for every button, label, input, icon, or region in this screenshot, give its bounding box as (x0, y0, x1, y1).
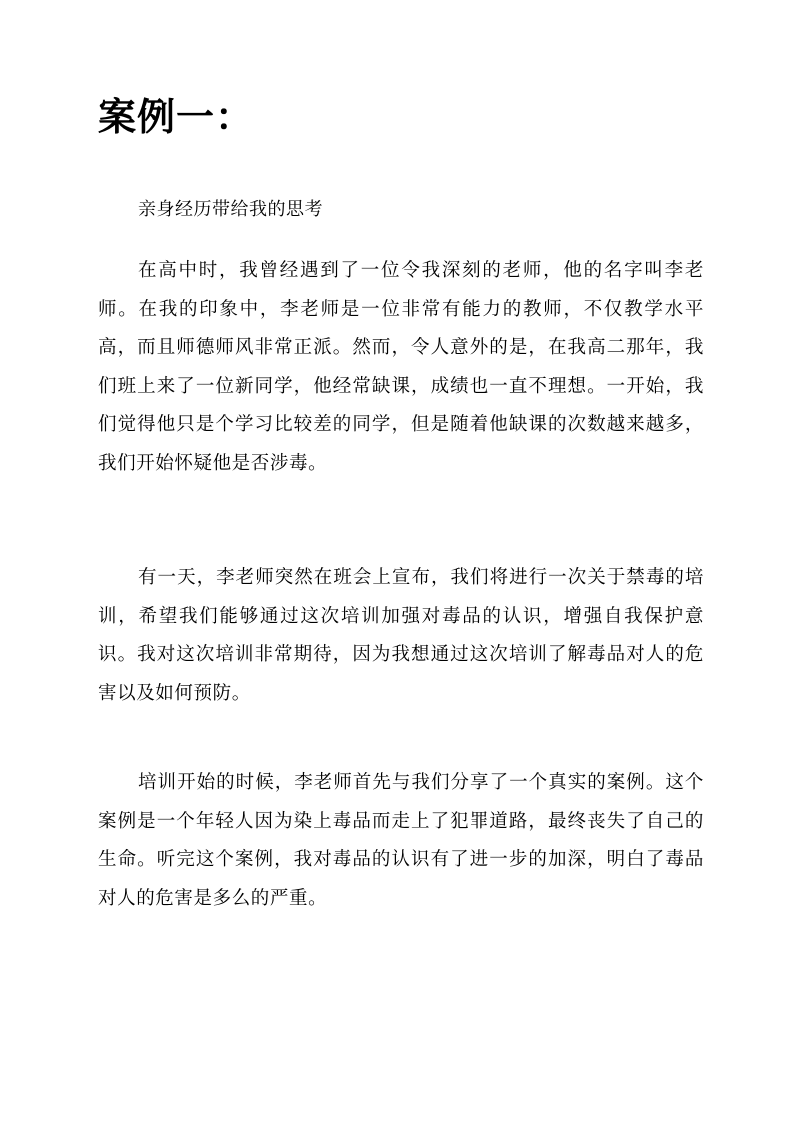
paragraph-1: 在高中时，我曾经遇到了一位令我深刻的老师，他的名字叫李老师。在我的印象中，李老师是一位非常有能力的教师，不仅教学水平高，而且师德师风非常正派。然而，令人意外的是，在我高二那年，我们班上来了一位新同学，他经常缺课，成绩也一直不理想。一开始，我们觉得他只是个学习比较差的同学，但是随着他缺课的次数越来越多，我们开始怀疑他是否涉毒。 (98, 260, 704, 474)
paragraph-3: 培训开始的时候，李老师首先与我们分享了一个真实的案例。这个案例是一个年轻人因为染上毒品而走上了犯罪道路，最终丧失了自己的生命。听完这个案例，我对毒品的认识有了进一步的加深，明白了毒品对人的危害是多么的严重。 (98, 772, 704, 909)
paragraph-2: 有一天，李老师突然在班会上宣布，我们将进行一次关于禁毒的培训，希望我们能够通过这次培训加强对毒品的认识，增强自我保护意识。我对这次培训非常期待，因为我想通过这次培训了解毒品对人的危害以及如何预防。 (98, 567, 704, 704)
document-title: 案例一： (98, 94, 255, 139)
document-subtitle: 亲身经历带给我的思考 (138, 199, 323, 220)
